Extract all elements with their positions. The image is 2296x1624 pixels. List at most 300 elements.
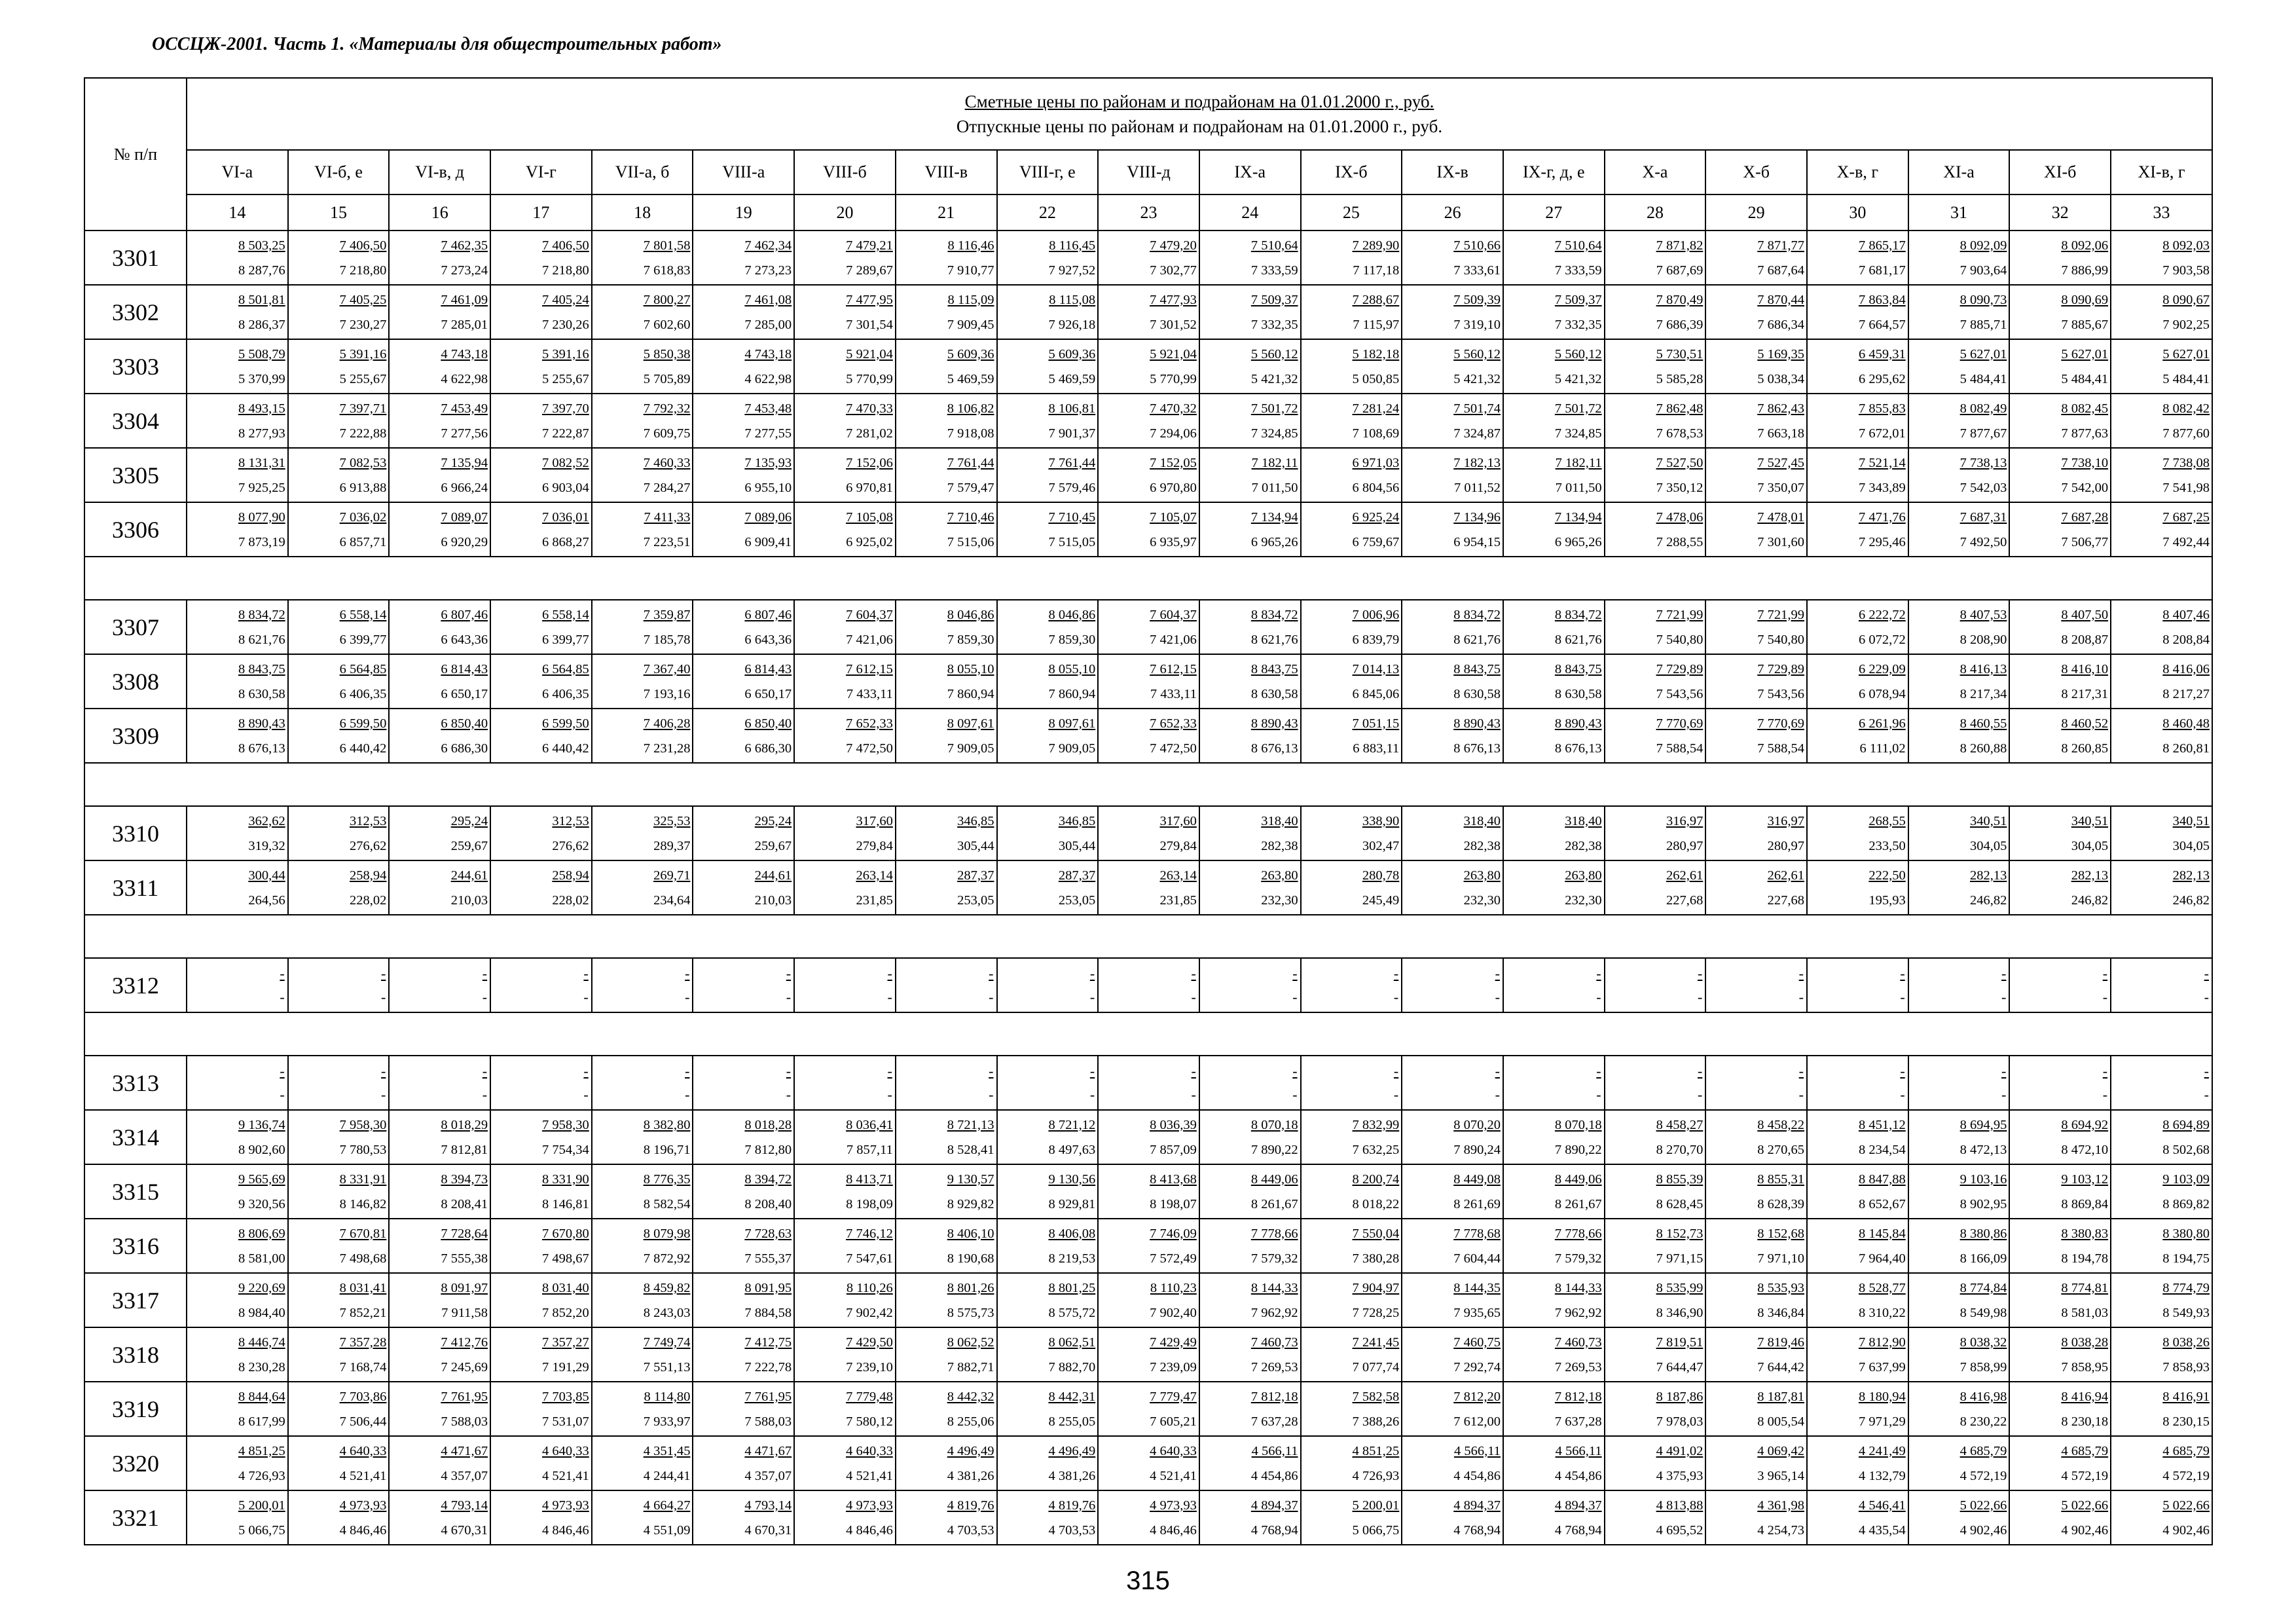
release-price: 8 575,72 (1048, 1305, 1096, 1320)
price-cell (389, 709, 490, 763)
release-price: 8 208,41 (441, 1196, 488, 1211)
column-index: 18 (592, 194, 693, 231)
release-price: 7 543,56 (1757, 686, 1804, 701)
empty-price-cell: - - (1301, 958, 1402, 1012)
release-price: 8 869,82 (2162, 1196, 2210, 1211)
release-price: 7 728,25 (1352, 1305, 1400, 1320)
estimated-price: 7 089,06 (744, 509, 792, 525)
estimated-price: 8 187,81 (1757, 1389, 1804, 1404)
price-cell (389, 1327, 490, 1382)
price-cell (896, 231, 997, 285)
release-price: 7 191,29 (542, 1359, 589, 1375)
release-price: 8 630,58 (1250, 686, 1298, 701)
row-number: 3309 (84, 709, 187, 763)
price-cell (2111, 1164, 2212, 1219)
estimated-price: 6 925,24 (1352, 509, 1400, 525)
price-cell (1199, 1382, 1301, 1436)
price-cell (794, 1273, 896, 1327)
estimated-price: 8 144,35 (1453, 1280, 1501, 1295)
price-cell (389, 1219, 490, 1273)
release-price: 302,47 (1362, 838, 1400, 853)
price-cell (693, 654, 794, 709)
price-cell (1705, 285, 1807, 339)
estimated-price: 7 089,07 (441, 509, 488, 525)
release-price: 8 869,84 (2061, 1196, 2109, 1211)
release-price: 7 971,10 (1757, 1251, 1804, 1266)
price-cell (1402, 1164, 1503, 1219)
price-cell (1301, 1273, 1402, 1327)
price-cell (997, 1382, 1099, 1436)
release-price: 7 971,29 (1858, 1414, 1906, 1429)
estimated-price: 5 022,66 (2162, 1498, 2210, 1513)
price-cell (1908, 1219, 2010, 1273)
estimated-price: 6 814,43 (744, 661, 792, 676)
release-price: 304,05 (2071, 838, 2109, 853)
release-price: 7 245,69 (441, 1359, 488, 1375)
release-price: 8 621,76 (1554, 632, 1602, 647)
estimated-price: 7 612,15 (846, 661, 893, 676)
price-cell (2009, 231, 2111, 285)
estimated-price: 7 738,13 (1959, 455, 2007, 470)
price-cell (490, 502, 592, 557)
estimated-price: 8 806,69 (238, 1226, 285, 1241)
estimated-price: 5 609,36 (1048, 346, 1096, 361)
price-cell (389, 394, 490, 448)
separator-row (84, 1012, 2212, 1056)
release-price: 7 918,08 (947, 426, 994, 441)
release-price: 4 132,79 (1858, 1468, 1906, 1483)
price-cell (693, 1490, 794, 1545)
release-price: 7 542,00 (2061, 480, 2109, 495)
release-price: 8 628,39 (1757, 1196, 1804, 1211)
price-cell (1605, 1327, 1706, 1382)
estimated-price: 7 819,51 (1656, 1335, 1704, 1350)
release-price: 7 580,12 (846, 1414, 893, 1429)
release-price: 7 885,67 (2061, 317, 2109, 332)
price-cell (1402, 1490, 1503, 1545)
estimated-price: 7 357,27 (542, 1335, 589, 1350)
empty-price-cell: - - (1705, 958, 1807, 1012)
estimated-price: 7 761,44 (1048, 455, 1096, 470)
table-row (84, 709, 2212, 763)
price-cell (1605, 600, 1706, 654)
empty-price-cell: - - (2111, 1056, 2212, 1110)
estimated-price: 312,53 (350, 813, 387, 828)
estimated-price: 7 357,28 (339, 1335, 387, 1350)
price-cell (490, 285, 592, 339)
release-price: 4 435,54 (1858, 1522, 1906, 1538)
release-price: 7 588,03 (441, 1414, 488, 1429)
release-price: 7 168,74 (339, 1359, 387, 1375)
price-cell (592, 231, 693, 285)
price-cell (490, 1273, 592, 1327)
estimated-price: 8 460,55 (1959, 716, 2007, 731)
release-price: 7 927,52 (1048, 263, 1096, 278)
estimated-price: 7 812,20 (1453, 1389, 1501, 1404)
release-price: 232,30 (1261, 893, 1298, 908)
estimated-price: 8 721,13 (947, 1117, 994, 1132)
table-row (84, 1273, 2212, 1327)
price-cell (592, 1273, 693, 1327)
release-price: 7 285,00 (744, 317, 792, 332)
release-price: 234,64 (653, 893, 691, 908)
price-cell (896, 806, 997, 860)
price-cell (389, 448, 490, 502)
price-cell (187, 1436, 288, 1490)
release-price: 8 270,65 (1757, 1142, 1804, 1157)
estimated-price: 7 510,64 (1554, 238, 1602, 253)
price-cell (288, 1164, 390, 1219)
release-price: 264,56 (248, 893, 285, 908)
table-row (84, 231, 2212, 285)
estimated-price: 8 018,28 (744, 1117, 792, 1132)
estimated-price: 7 359,87 (643, 607, 691, 622)
row-number: 3312 (84, 958, 187, 1012)
price-cell (693, 1327, 794, 1382)
price-cell (1503, 654, 1605, 709)
price-cell (1402, 285, 1503, 339)
estimated-price: 7 800,27 (643, 292, 691, 307)
release-price: 6 759,67 (1352, 534, 1400, 549)
estimated-price: 7 812,90 (1858, 1335, 1906, 1350)
price-cell (2111, 1382, 2212, 1436)
release-price: 8 621,76 (1453, 632, 1501, 647)
estimated-price: 4 973,93 (846, 1498, 893, 1513)
release-price: 8 190,68 (947, 1251, 994, 1266)
release-price: 8 208,84 (2162, 632, 2210, 647)
price-cell (2111, 285, 2212, 339)
release-price: 7 281,02 (846, 426, 893, 441)
price-cell (592, 1219, 693, 1273)
release-price: 4 622,98 (441, 371, 488, 386)
release-price: 8 929,82 (947, 1196, 994, 1211)
price-cell (2111, 1436, 2212, 1490)
price-cell (794, 1490, 896, 1545)
release-price: 7 333,59 (1554, 263, 1602, 278)
estimated-price: 8 152,73 (1656, 1226, 1704, 1241)
estimated-price: 269,71 (653, 868, 691, 883)
empty-price-cell: - - (1503, 958, 1605, 1012)
release-price: 7 588,54 (1656, 741, 1704, 756)
estimated-price: 7 014,13 (1352, 661, 1400, 676)
price-cell (1098, 654, 1199, 709)
estimated-price: 8 090,73 (1959, 292, 2007, 307)
column-index: 17 (490, 194, 592, 231)
estimated-price: 262,61 (1666, 868, 1704, 883)
price-cell (187, 502, 288, 557)
release-price: 7 185,78 (643, 632, 691, 647)
estimated-price: 8 106,81 (1048, 401, 1096, 416)
estimated-price: 7 105,08 (846, 509, 893, 525)
price-cell (1605, 1382, 1706, 1436)
price-cell (2111, 339, 2212, 394)
estimated-price: 6 558,14 (339, 607, 387, 622)
price-cell (997, 448, 1099, 502)
release-price: 232,30 (1463, 893, 1501, 908)
price-cell (187, 654, 288, 709)
release-price: 4 846,46 (1150, 1522, 1197, 1538)
estimated-price: 8 407,53 (1959, 607, 2007, 622)
table-row (84, 1056, 2212, 1110)
price-cell (1503, 600, 1605, 654)
estimated-price: 8 528,77 (1858, 1280, 1906, 1295)
price-cell (1605, 1436, 1706, 1490)
release-price: 6 966,24 (441, 480, 488, 495)
release-price: 7 911,58 (441, 1305, 488, 1320)
release-price: 7 269,53 (1250, 1359, 1298, 1375)
price-cell (1705, 1219, 1807, 1273)
estimated-price: 295,24 (450, 813, 488, 828)
estimated-price: 8 774,79 (2162, 1280, 2210, 1295)
release-price: 6 883,11 (1353, 741, 1400, 756)
empty-price-cell: - - (997, 958, 1099, 1012)
estimated-price: 7 105,07 (1150, 509, 1197, 525)
estimated-price: 8 407,46 (2162, 607, 2210, 622)
estimated-price: 7 477,93 (1150, 292, 1197, 307)
price-cell (794, 860, 896, 915)
price-cell (997, 600, 1099, 654)
empty-price-cell: - - (1605, 958, 1706, 1012)
release-price: 253,05 (957, 893, 994, 908)
price-cell (1605, 860, 1706, 915)
price-cell (794, 600, 896, 654)
price-cell (389, 860, 490, 915)
estimated-price: 7 412,75 (744, 1335, 792, 1350)
release-price: 7 926,18 (1048, 317, 1096, 332)
release-price: 4 572,19 (1959, 1468, 2007, 1483)
price-cell (1503, 448, 1605, 502)
price-cell (1908, 394, 2010, 448)
estimated-price: 8 070,18 (1554, 1117, 1602, 1132)
release-price: 7 193,16 (643, 686, 691, 701)
estimated-price: 4 793,14 (744, 1498, 792, 1513)
price-cell (1908, 231, 2010, 285)
price-cell (1705, 806, 1807, 860)
estimated-price: 6 558,14 (542, 607, 589, 622)
price-cell (490, 1219, 592, 1273)
estimated-price: 7 863,84 (1858, 292, 1906, 307)
estimated-price: 4 851,25 (1352, 1443, 1400, 1458)
empty-price-cell: - - (1705, 1056, 1807, 1110)
estimated-price: 8 406,10 (947, 1226, 994, 1241)
estimated-price: 4 813,88 (1656, 1498, 1704, 1513)
estimated-price: 282,13 (1970, 868, 2007, 883)
price-cell (1503, 1164, 1605, 1219)
price-cell (490, 448, 592, 502)
price-cell (1807, 806, 1908, 860)
price-cell (794, 1436, 896, 1490)
price-cell (187, 600, 288, 654)
release-price: 6 954,15 (1453, 534, 1501, 549)
release-price: 8 630,58 (1453, 686, 1501, 701)
release-price: 195,93 (1868, 893, 1906, 908)
release-price: 7 890,22 (1250, 1142, 1298, 1157)
release-price: 8 255,05 (1048, 1414, 1096, 1429)
estimated-price: 7 652,33 (846, 716, 893, 731)
region-header-row (84, 150, 2212, 194)
price-cell (1503, 1436, 1605, 1490)
release-price: 7 933,97 (643, 1414, 691, 1429)
estimated-price: 6 850,40 (744, 716, 792, 731)
price-cell (997, 1327, 1099, 1382)
table-row (84, 339, 2212, 394)
price-cell (693, 448, 794, 502)
row-number: 3310 (84, 806, 187, 860)
estimated-price: 4 640,33 (1150, 1443, 1197, 1458)
price-cell (1503, 502, 1605, 557)
release-price: 7 218,80 (339, 263, 387, 278)
release-price: 7 644,47 (1656, 1359, 1704, 1375)
release-price: 6 686,30 (744, 741, 792, 756)
price-cell (2009, 1164, 2111, 1219)
title-estimated: Сметные цены по районам и подрайонам на 01.01.2000 г., руб. (964, 92, 1434, 111)
release-price: 8 630,58 (1554, 686, 1602, 701)
price-cell (490, 654, 592, 709)
price-cell (794, 806, 896, 860)
row-number: 3308 (84, 654, 187, 709)
release-price: 7 324,87 (1453, 426, 1501, 441)
empty-price-cell: - - (693, 958, 794, 1012)
price-cell (794, 709, 896, 763)
release-price: 7 492,50 (1959, 534, 2007, 549)
separator-row (84, 915, 2212, 958)
price-cell (592, 1382, 693, 1436)
price-cell (1199, 448, 1301, 502)
price-cell (896, 502, 997, 557)
release-price: 228,02 (350, 893, 387, 908)
price-cell (1402, 600, 1503, 654)
price-cell (1199, 1490, 1301, 1545)
release-price: 253,05 (1058, 893, 1096, 908)
column-index: 24 (1199, 194, 1301, 231)
estimated-price: 6 261,96 (1858, 716, 1906, 731)
release-price: 7 011,52 (1453, 480, 1501, 495)
price-cell (2111, 502, 2212, 557)
empty-price-cell: - - (2009, 958, 2111, 1012)
price-cell (896, 1382, 997, 1436)
estimated-price: 8 115,09 (947, 292, 994, 307)
price-cell (592, 654, 693, 709)
estimated-price: 5 508,79 (238, 346, 285, 361)
release-price: 6 925,02 (846, 534, 893, 549)
release-price: 319,32 (248, 838, 285, 853)
release-price: 4 902,46 (1959, 1522, 2007, 1538)
estimated-price: 4 851,25 (238, 1443, 285, 1458)
price-cell (2111, 448, 2212, 502)
estimated-price: 7 367,40 (643, 661, 691, 676)
estimated-price: 8 855,39 (1656, 1172, 1704, 1187)
price-cell (1301, 1382, 1402, 1436)
price-cell (1503, 1219, 1605, 1273)
price-cell (794, 394, 896, 448)
price-cell (490, 231, 592, 285)
release-price: 7 687,69 (1656, 263, 1704, 278)
estimated-price: 318,40 (1463, 813, 1501, 828)
price-cell (288, 1382, 390, 1436)
release-price: 7 380,28 (1352, 1251, 1400, 1266)
release-price: 7 222,78 (744, 1359, 792, 1375)
price-cell (187, 394, 288, 448)
release-price: 5 484,41 (2061, 371, 2109, 386)
price-cell (1402, 654, 1503, 709)
release-price: 4 521,41 (542, 1468, 589, 1483)
price-cell (997, 1110, 1099, 1164)
estimated-price: 4 793,14 (441, 1498, 488, 1513)
release-price: 7 492,44 (2162, 534, 2210, 549)
price-cell (1807, 654, 1908, 709)
release-price: 7 498,68 (339, 1251, 387, 1266)
estimated-price: 263,14 (856, 868, 893, 883)
price-cell (1503, 1327, 1605, 1382)
estimated-price: 263,80 (1565, 868, 1602, 883)
estimated-price: 8 416,94 (2061, 1389, 2109, 1404)
release-price: 7 239,10 (846, 1359, 893, 1375)
estimated-price: 7 461,08 (744, 292, 792, 307)
estimated-price: 8 416,91 (2162, 1389, 2210, 1404)
release-price: 7 860,94 (1048, 686, 1096, 701)
estimated-price: 4 743,18 (441, 346, 488, 361)
release-price: 8 005,54 (1757, 1414, 1804, 1429)
price-cell (1908, 502, 2010, 557)
estimated-price: 318,40 (1261, 813, 1298, 828)
release-price: 8 260,88 (1959, 741, 2007, 756)
release-price: 4 726,93 (1352, 1468, 1400, 1483)
price-cell (896, 448, 997, 502)
empty-price-cell: - - (288, 1056, 390, 1110)
price-cell (1807, 285, 1908, 339)
estimated-price: 7 501,72 (1250, 401, 1298, 416)
estimated-price: 4 640,33 (846, 1443, 893, 1458)
release-price: 4 521,41 (1150, 1468, 1197, 1483)
price-cell (693, 1219, 794, 1273)
estimated-price: 8 834,72 (1554, 607, 1602, 622)
estimated-price: 7 429,50 (846, 1335, 893, 1350)
estimated-price: 4 819,76 (947, 1498, 994, 1513)
price-cell (490, 1110, 592, 1164)
price-cell (997, 1273, 1099, 1327)
price-cell (997, 806, 1099, 860)
price-cell (794, 231, 896, 285)
price-cell (2009, 860, 2111, 915)
price-cell (1705, 1490, 1807, 1545)
estimated-price: 8 036,39 (1150, 1117, 1197, 1132)
price-cell (693, 1436, 794, 1490)
region-header: VI-б, е (288, 150, 390, 194)
estimated-price: 7 036,02 (339, 509, 387, 525)
estimated-price: 7 870,44 (1757, 292, 1804, 307)
release-price: 8 166,09 (1959, 1251, 2007, 1266)
release-price: 7 223,51 (643, 534, 691, 549)
estimated-price: 8 834,72 (238, 607, 285, 622)
estimated-price: 8 110,23 (1150, 1280, 1197, 1295)
price-cell (592, 709, 693, 763)
row-number: 3313 (84, 1056, 187, 1110)
price-cell (1807, 1327, 1908, 1382)
price-cell (288, 285, 390, 339)
release-price: 7 754,34 (542, 1142, 589, 1157)
price-cell (1301, 1436, 1402, 1490)
estimated-price: 7 728,64 (441, 1226, 488, 1241)
release-price: 7 909,05 (1048, 741, 1096, 756)
empty-price-cell: - - (490, 958, 592, 1012)
price-cell (2111, 806, 2212, 860)
release-price: 4 254,73 (1757, 1522, 1804, 1538)
estimated-price: 8 416,10 (2061, 661, 2109, 676)
estimated-price: 8 413,71 (846, 1172, 893, 1187)
estimated-price: 9 136,74 (238, 1117, 285, 1132)
release-price: 4 670,31 (441, 1522, 488, 1538)
release-price: 7 612,00 (1453, 1414, 1501, 1429)
